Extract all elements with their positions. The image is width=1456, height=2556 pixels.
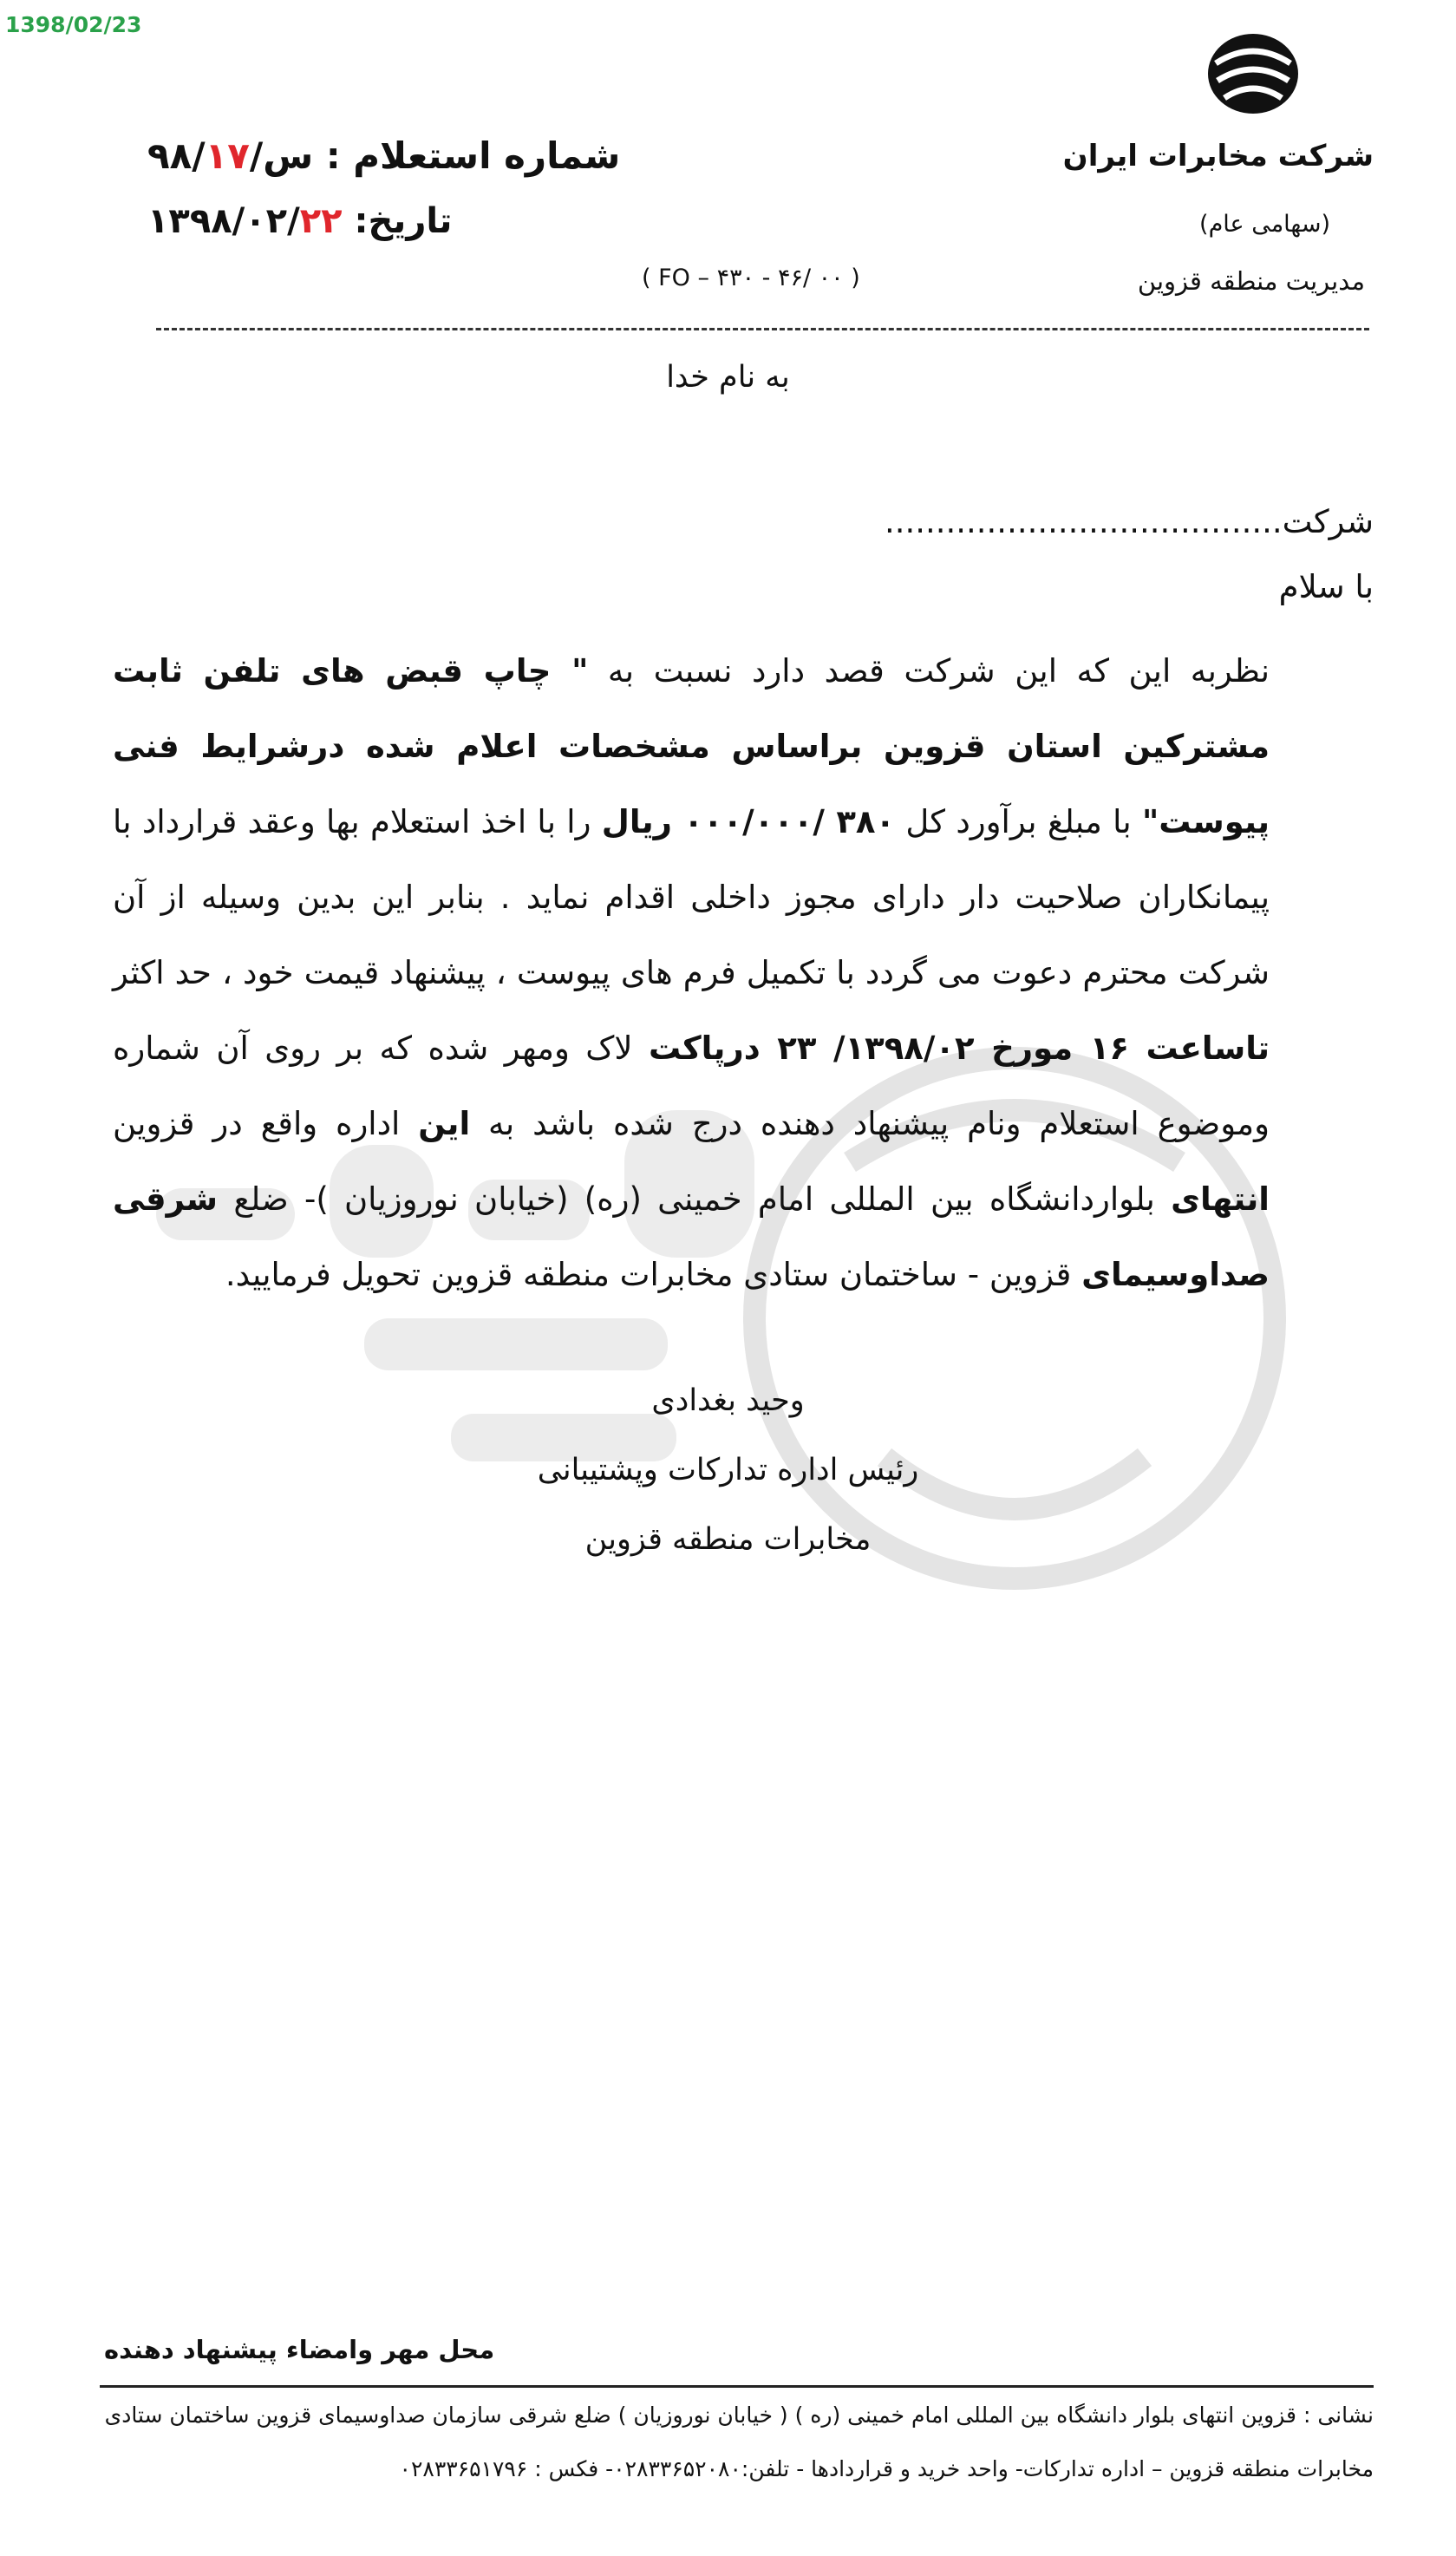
- body-amount: ۳۸۰ /۰۰۰/۰۰۰ ریال: [601, 803, 896, 840]
- body-bold-end: انتهای: [1171, 1180, 1270, 1218]
- inquiry-suffix: /س: [249, 134, 314, 177]
- footer-divider: [100, 2385, 1374, 2388]
- footer-address: نشانی : قزوین انتهای بلوار دانشگاه بین المللی امام خمینی (ره ) ( خیابان نوروزیان ) ضلع شرقی سازمان صداوسیمای قزوین ساختمان ستادی: [104, 2402, 1374, 2428]
- date-label: تاریخ:: [354, 201, 453, 241]
- inquiry-number-rest: ۹۸/: [147, 134, 206, 177]
- header-divider: [156, 328, 1369, 330]
- letter-date: [147, 201, 452, 241]
- company-name: شرکت مخابرات ایران: [1062, 139, 1374, 173]
- body-deadline: تاساعت ۱۶ مورخ ۱۳۹۸/۰۲/ ۲۳ درپاکت: [648, 1030, 1270, 1067]
- body-bold-this: این: [418, 1105, 471, 1142]
- signer-name: وحید بغدادی: [651, 1383, 805, 1418]
- body-subject: " چاپ قبض های تلفن ثابت مشترکین استان قزوین براساس مشخصات اعلام شده درشرایط فنی پیوست": [113, 652, 1270, 840]
- stamp-date: 1398/02/23: [5, 12, 142, 37]
- body-text-3: را با اخذ استعلام بها وعقد قرارداد با پیمانکاران صلاحیت دار دارای مجوز داخلی اقدام نماید . بنابر این بدین وسیله از آن شرکت محترم دعوت می گردد با تکمیل فرم های پیوست ، پیشنهاد قیمت خود ، حد اکثر: [113, 803, 1270, 991]
- inquiry-number-red: ۱۷: [205, 134, 250, 177]
- greeting: با سلام: [1278, 568, 1374, 605]
- inquiry-number: [147, 134, 620, 177]
- body-text-2: با مبلغ برآورد کل: [895, 803, 1142, 840]
- signer-title: رئیس اداره تدارکات وپشتیبانی: [537, 1453, 919, 1487]
- inquiry-number-value: [147, 134, 313, 177]
- body-text-4: لاک ومهر شده که بر روی آن شماره وموضوع استعلام ونام پیشنهاد دهنده درج شده باشد به: [113, 1030, 1270, 1142]
- signer-org: مخابرات منطقه قزوین: [584, 1522, 872, 1557]
- addressee: شرکت.......................................: [884, 503, 1374, 540]
- basmala: به نام خدا: [666, 360, 790, 395]
- footer-contact: مخابرات منطقه قزوین – اداره تدارکات- واحد خرید و قراردادها - تلفن:۰۲۸۳۳۶۵۲۰۸۰- فکس : ۰۲۸۳۳۶۵۱۷۹۶: [399, 2456, 1374, 2481]
- body-bold-east: شرقی صداوسیمای: [113, 1180, 1270, 1293]
- body-text-6: بلواردانشگاه بین المللی امام خمینی (ره) (خیابان نوروزیان )- ضلع: [218, 1180, 1172, 1218]
- date-red: ۲۲: [299, 201, 343, 241]
- bidder-seal-label: محل مهر وامضاء پیشنهاد دهنده: [104, 2335, 495, 2364]
- inquiry-label: شماره استعلام :: [325, 134, 621, 177]
- company-type: (سهامی عام): [1199, 211, 1330, 238]
- company-logo-icon: [1205, 30, 1301, 117]
- body-text-1: نظربه این که این شرکت قصد دارد نسبت به: [588, 652, 1270, 690]
- date-value: [147, 201, 343, 241]
- region-name: مدیریت منطقه قزوین: [1137, 266, 1365, 296]
- date-rest: ۱۳۹۸/۰۲/: [147, 201, 300, 241]
- body-text-7: قزوین - ساختمان ستادی مخابرات منطقه قزوین تحویل فرمایید.: [225, 1256, 1082, 1293]
- form-code: ( FO – ۴۳۰ - ۴۶/ ۰۰ ): [642, 265, 860, 291]
- letter-body: [113, 633, 1270, 1312]
- body-text-5: اداره واقع در قزوین: [113, 1105, 419, 1142]
